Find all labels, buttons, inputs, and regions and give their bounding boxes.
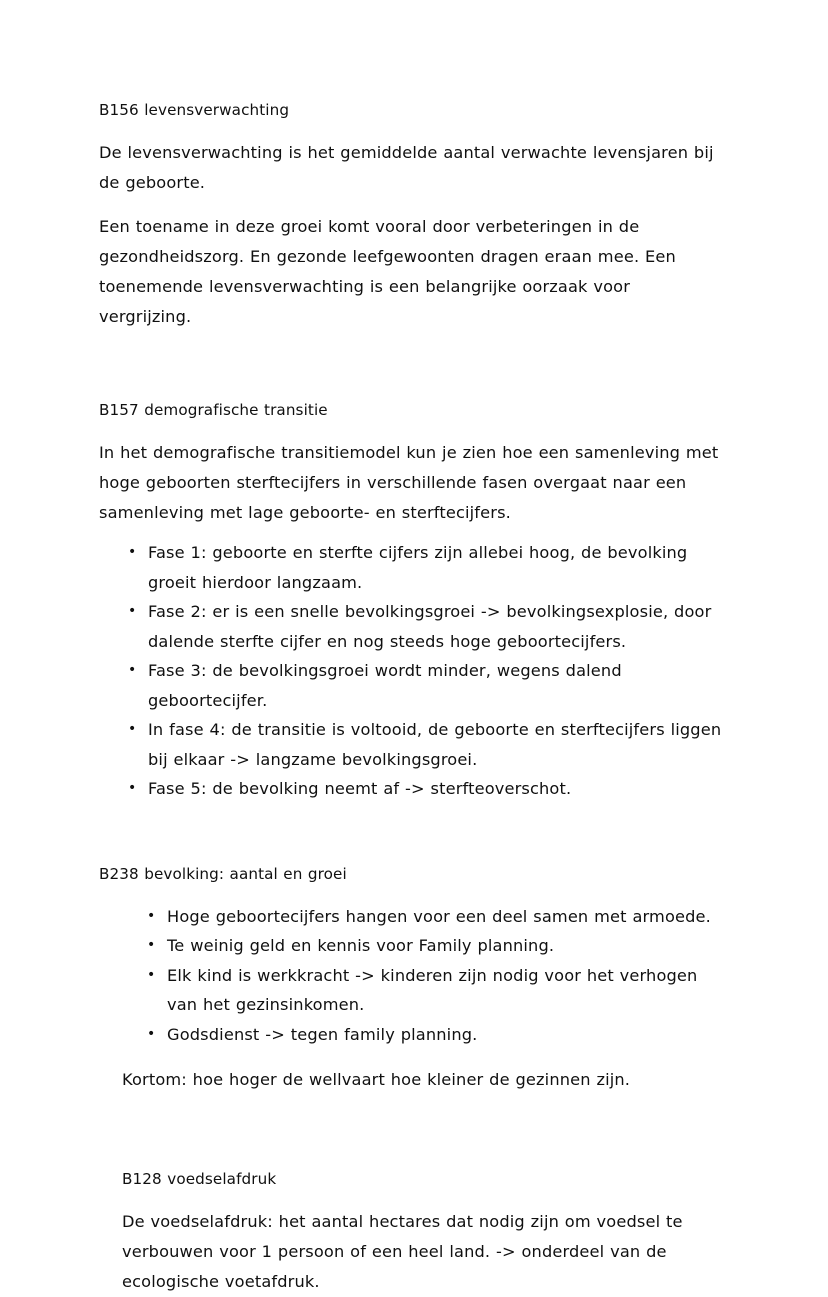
paragraph-b238-closing: Kortom: hoe hoger de wellvaart hoe kleiner de gezinnen zijn. [122, 1070, 631, 1089]
bullet-dot-icon: • [147, 1025, 156, 1042]
bullet-dot-icon: • [128, 603, 137, 619]
list-item [128, 656, 728, 715]
bullet-dot-icon: • [128, 780, 137, 796]
heading-b128: B128 voedselafdruk [122, 1170, 277, 1188]
section-b156 [99, 96, 728, 332]
bullet-dot-icon: • [128, 662, 137, 678]
list-item-text: Fase 5: de bevolking neemt af -> sterfteoverschot. [148, 779, 572, 798]
list-item [147, 1020, 728, 1050]
list-item-text: Fase 3: de bevolkingsgroei wordt minder, wegens dalend geboortecijfer. [148, 661, 622, 710]
section-spacer [99, 346, 728, 396]
bullet-dot-icon: • [147, 907, 156, 924]
section-b128 [99, 1165, 728, 1297]
closing-group [99, 1065, 728, 1095]
paragraph-b128-1: De voedselafdruk: het aantal hectares dat nodig zijn om voedsel te verbouwen voor 1 persoon of een heel land. -> onderdeel van de ecologische voetafdruk. [122, 1212, 683, 1291]
heading-b238: B238 bevolking: aantal en groei [99, 864, 347, 883]
list-item-text: Fase 2: er is een snelle bevolkingsgroei -> bevolkingsexplosie, door dalende sterfte cijfer en nog steeds hoge geboortecijfers. [148, 602, 712, 651]
list-item-text: Fase 1: geboorte en sterfte cijfers zijn allebei hoog, de bevolking groeit hierdoor langzaam. [148, 543, 688, 592]
bullet-list-b157 [99, 538, 728, 804]
list-item [128, 774, 728, 804]
section-spacer [99, 1109, 728, 1165]
list-item [147, 902, 728, 932]
bullet-list-b238 [99, 902, 728, 1050]
list-item [128, 597, 728, 656]
paragraph-b157-1: In het demografische transitiemodel kun je zien hoe een samenleving met hoge geboorten sterftecijfers in verschillende fasen overgaat naar een samenleving met lage geboorte- en sterftecijfers. [99, 443, 719, 522]
bullet-dot-icon: • [147, 966, 156, 983]
list-item-text: Elk kind is werkkracht -> kinderen zijn nodig voor het verhogen van het gezinsinkomen. [167, 965, 698, 1014]
paragraph-b156-1: De levensverwachting is het gemiddelde aantal verwachte levensjaren bij de geboorte. [99, 143, 714, 192]
list-item-text: Hoge geboortecijfers hangen voor een deel samen met armoede. [167, 906, 711, 926]
paragraph-b156-2: Een toename in deze groei komt vooral door verbeteringen in de gezondheidszorg. En gezonde leefgewoonten dragen eraan mee. Een toenemende levensverwachting is een belangrijke oorzaak voor vergrijzing. [99, 217, 676, 326]
bullet-dot-icon: • [128, 721, 137, 737]
bullet-dot-icon: • [147, 937, 156, 953]
list-item-text: Godsdienst -> tegen family planning. [167, 1024, 478, 1044]
bullet-dot-icon: • [128, 544, 137, 560]
list-item-text: In fase 4: de transitie is voltooid, de geboorte en sterftecijfers liggen bij elkaar -> langzame bevolkingsgroei. [148, 720, 722, 769]
section-b157 [99, 396, 728, 804]
list-item [147, 931, 728, 961]
heading-b156: B156 levensverwachting [99, 101, 290, 119]
section-spacer [99, 804, 728, 860]
section-b238 [99, 860, 728, 1096]
list-item [128, 538, 728, 597]
list-item [128, 715, 728, 774]
list-item [147, 961, 728, 1020]
list-item-text: Te weinig geld en kennis voor Family planning. [167, 936, 555, 955]
heading-b157: B157 demografische transitie [99, 401, 328, 419]
